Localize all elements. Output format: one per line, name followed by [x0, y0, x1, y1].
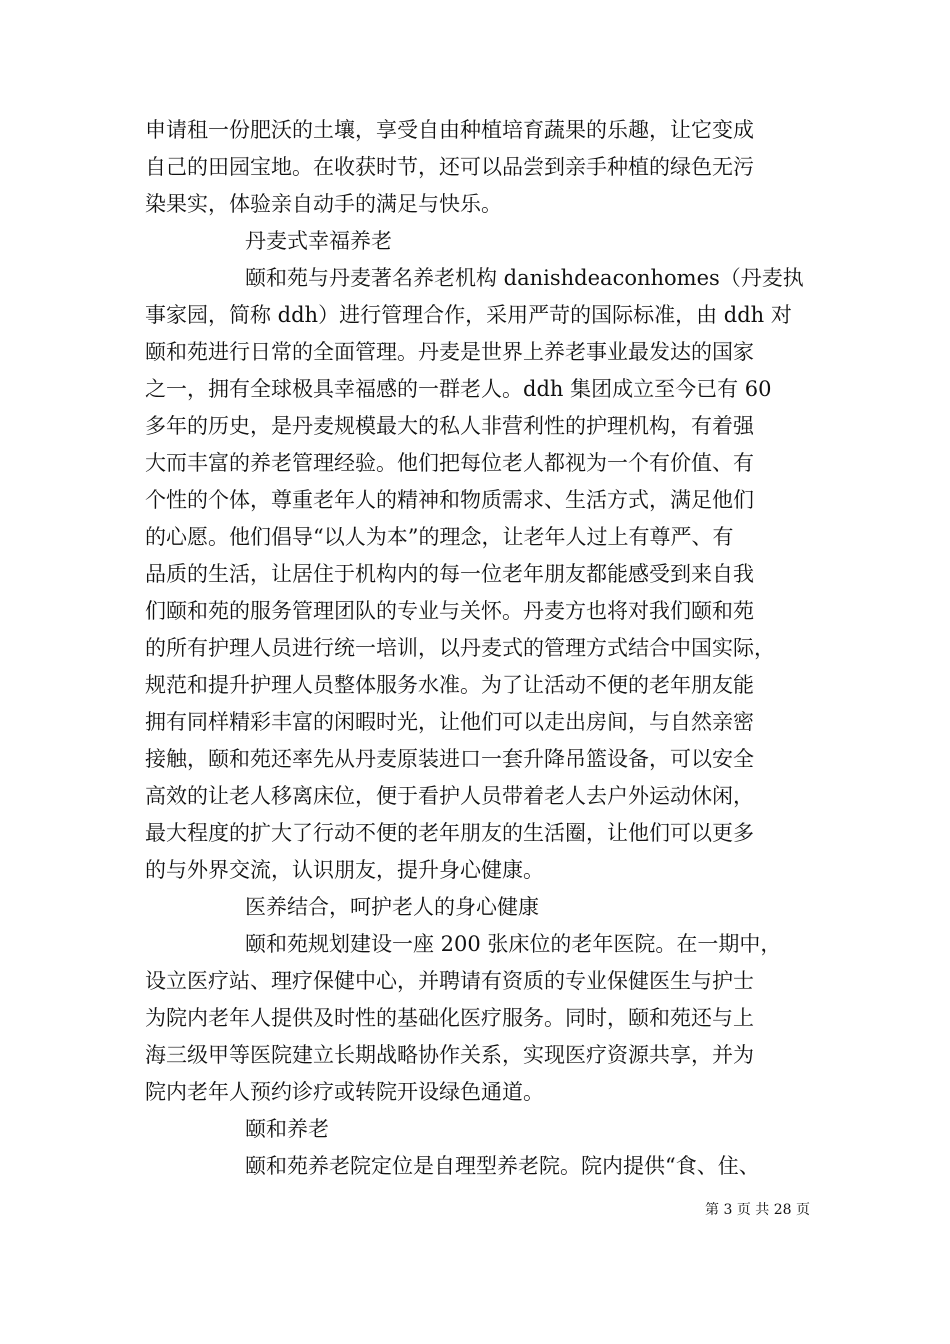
text-line: 规范和提升护理人员整体服务水准。为了让活动不便的老年朋友能: [145, 673, 754, 697]
text-line: 接触，颐和苑还率先从丹麦原装进口一套升降吊篮设备，可以安全: [145, 747, 754, 771]
text-line: 之一，拥有全球极具幸福感的一群老人。ddh 集团成立至今已有 60: [145, 377, 772, 401]
page-number: 第 3 页 共 28 页: [705, 1202, 810, 1218]
text-line: 染果实，体验亲自动手的满足与快乐。: [145, 192, 502, 216]
text-line: 院内老年人预约诊疗或转院开设绿色通道。: [145, 1080, 544, 1104]
text-line: 高效的让老人移离床位，便于看护人员带着老人去户外运动休闲，: [145, 784, 754, 808]
text-line: 颐和苑与丹麦著名养老机构 danishdeaconhomes（丹麦执: [245, 266, 804, 290]
text-line: 大而丰富的养老管理经验。他们把每位老人都视为一个有价值、有: [145, 451, 754, 475]
text-line: 的与外界交流，认识朋友，提升身心健康。: [145, 858, 544, 882]
text-line: 设立医疗站、理疗保健中心，并聘请有资质的专业保健医生与护士: [145, 969, 754, 993]
text-line: 颐和苑养老院定位是自理型养老院。院内提供“食、住、: [245, 1154, 760, 1178]
text-line: 拥有同样精彩丰富的闲暇时光，让他们可以走出房间，与自然亲密: [145, 710, 754, 734]
text-line: 事家园，简称 ddh）进行管理合作，采用严苛的国际标准，由 ddh 对: [145, 303, 792, 327]
text-line: 颐和苑规划建设一座 200 张床位的老年医院。在一期中，: [245, 932, 782, 956]
text-line: 最大程度的扩大了行动不便的老年朋友的生活圈，让他们可以更多: [145, 821, 754, 845]
text-line: 申请租一份肥沃的土壤，享受自由种植培育蔬果的乐趣，让它变成: [145, 118, 754, 142]
text-line: 个性的个体，尊重老年人的精神和物质需求、生活方式，满足他们: [145, 488, 754, 512]
text-line: 们颐和苑的服务管理团队的专业与关怀。丹麦方也将对我们颐和苑: [145, 599, 754, 623]
section-heading: 医养结合，呵护老人的身心健康: [245, 895, 539, 919]
document-body: [145, 112, 813, 1185]
section-heading: 丹麦式幸福养老: [245, 229, 392, 253]
text-line: 自己的田园宝地。在收获时节，还可以品尝到亲手种植的绿色无污: [145, 155, 754, 179]
text-line: 为院内老年人提供及时性的基础化医疗服务。同时，颐和苑还与上: [145, 1006, 754, 1030]
text-line: 的所有护理人员进行统一培训，以丹麦式的管理方式结合中国实际，: [145, 636, 775, 660]
text-line: 海三级甲等医院建立长期战略协作关系，实现医疗资源共享，并为: [145, 1043, 754, 1067]
text-line: 的心愿。他们倡导“以人为本”的理念，让老年人过上有尊严、有: [145, 525, 734, 549]
section-heading: 颐和养老: [245, 1117, 329, 1141]
text-line: 多年的历史，是丹麦规模最大的私人非营利性的护理机构，有着强: [145, 414, 754, 438]
text-line: 颐和苑进行日常的全面管理。丹麦是世界上养老事业最发达的国家: [145, 340, 754, 364]
text-line: 品质的生活，让居住于机构内的每一位老年朋友都能感受到来自我: [145, 562, 754, 586]
